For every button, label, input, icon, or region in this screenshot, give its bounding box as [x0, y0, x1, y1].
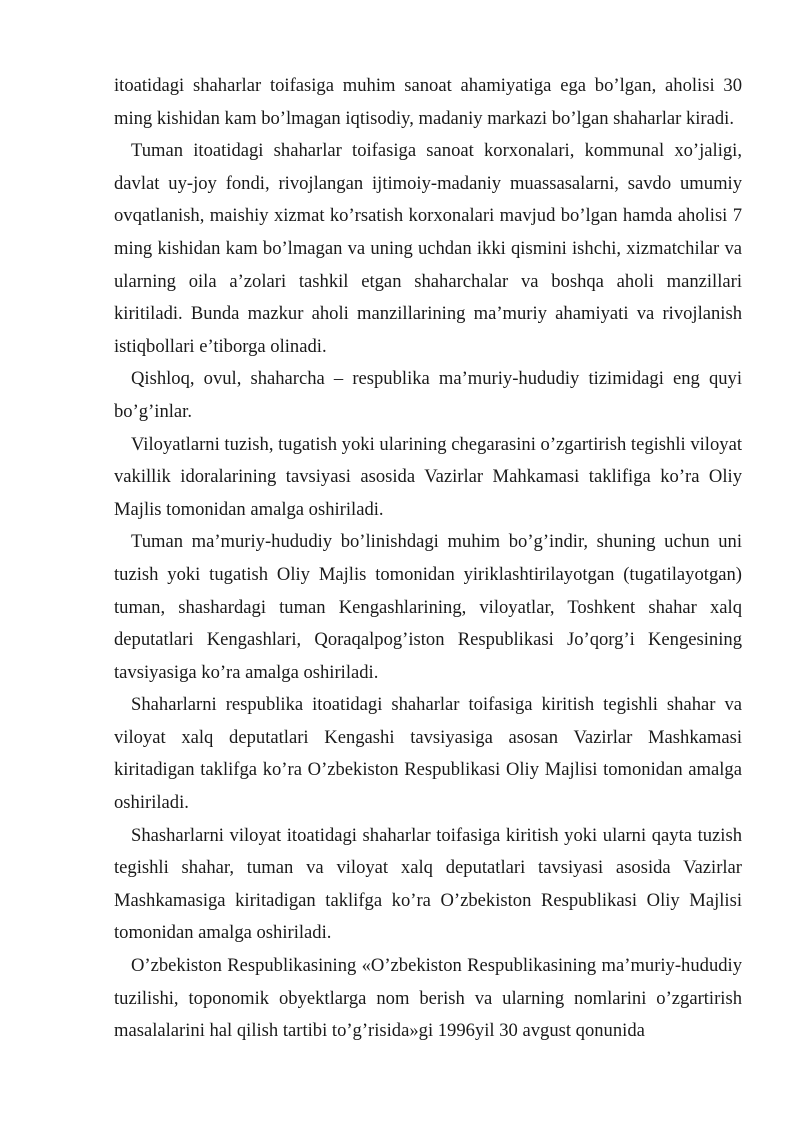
paragraph-regions: Viloyatlarni tuzish, tugatish yoki ularining chegarasini o’zgartirish tegishli viloyat vakillik idoralarining tavsiyasi asosida Vazirlar Mahkamasi taklifiga ko’ra Oliy Majlis tomonidan amalga oshiriladi. — [114, 433, 742, 520]
document-page — [114, 70, 742, 1048]
paragraph-continuation: itoatidagi shaharlar toifasiga muhim sanoat ahamiyatiga ega bo’lgan, aholisi 30 ming kishidan kam bo’lmagan iqtisodiy, madaniy markazi bo’lgan shaharlar kiradi. — [114, 75, 742, 129]
paragraph-villages: Qishloq, ovul, shaharcha – respublika ma’muriy-hududiy tizimidagi eng quyi bo’g’inlar. — [114, 368, 742, 422]
paragraph-law-reference: O’zbekiston Respublikasining «O’zbekiston Respublikasining ma’muriy-hududiy tuzilishi, toponomik obyektlarga nom berish va ularning nomlarini o’zgartirish masalalarini hal qilish tartibi to’g’risida»gi 1996yil 30 avgust qonunida — [114, 955, 742, 1042]
paragraph-districts: Tuman ma’muriy-hududiy bo’linishdagi muhim bo’g’indir, shuning uchun uni tuzish yoki tugatish Oliy Majlis tomonidan yiriklashtirilayotgan (tugatilayotgan) tuman, shashardagi tuman Kengashlarining, viloyatlar, Toshkent shahar xalq deputatlari Kengashlari, Qoraqalpog’iston Respublikasi Jo’qorg’i Kengesining tavsiyasiga ko’ra amalga oshiriladi. — [114, 531, 742, 683]
paragraph-regional-cities: Shasharlarni viloyat itoatidagi shaharlar toifasiga kiritish yoki ularni qayta tuzish tegishli shahar, tuman va viloyat xalq deputatlari tavsiyasi asosida Vazirlar Mashkamasiga kiritadigan taklifga ko’ra O’zbekiston Respublikasi Oliy Majlisi tomonidan amalga oshiriladi. — [114, 824, 742, 944]
paragraph-republic-cities: Shaharlarni respublika itoatidagi shaharlar toifasiga kiritish tegishli shahar va viloyat xalq deputatlari Kengashi tavsiyasiga asosan Vazirlar Mashkamasi kiritadigan taklifga ko’ra O’zbekiston Respublikasi Oliy Majlisi tomonidan amalga oshiriladi. — [114, 694, 742, 814]
paragraph-district-cities: Tuman itoatidagi shaharlar toifasiga sanoat korxonalari, kommunal xo’jaligi, davlat uy-joy fondi, rivojlangan ijtimoiy-madaniy muassasalarni, savdo umumiy ovqatlanish, maishiy xizmat ko’rsatish korxonalari mavjud bo’lgan hamda aholisi 7 ming kishidan kam bo’lmagan va uning uchdan ikki qismini ishchi, xizmatchilar va ularning oila a’zolari tashkil etgan shaharchalar va boshqa aholi manzillari kiritiladi. Bunda mazkur aholi manzillarining ma’muriy ahamiyati va rivojlanish istiqbollari e’tiborga olinadi. — [114, 140, 742, 357]
